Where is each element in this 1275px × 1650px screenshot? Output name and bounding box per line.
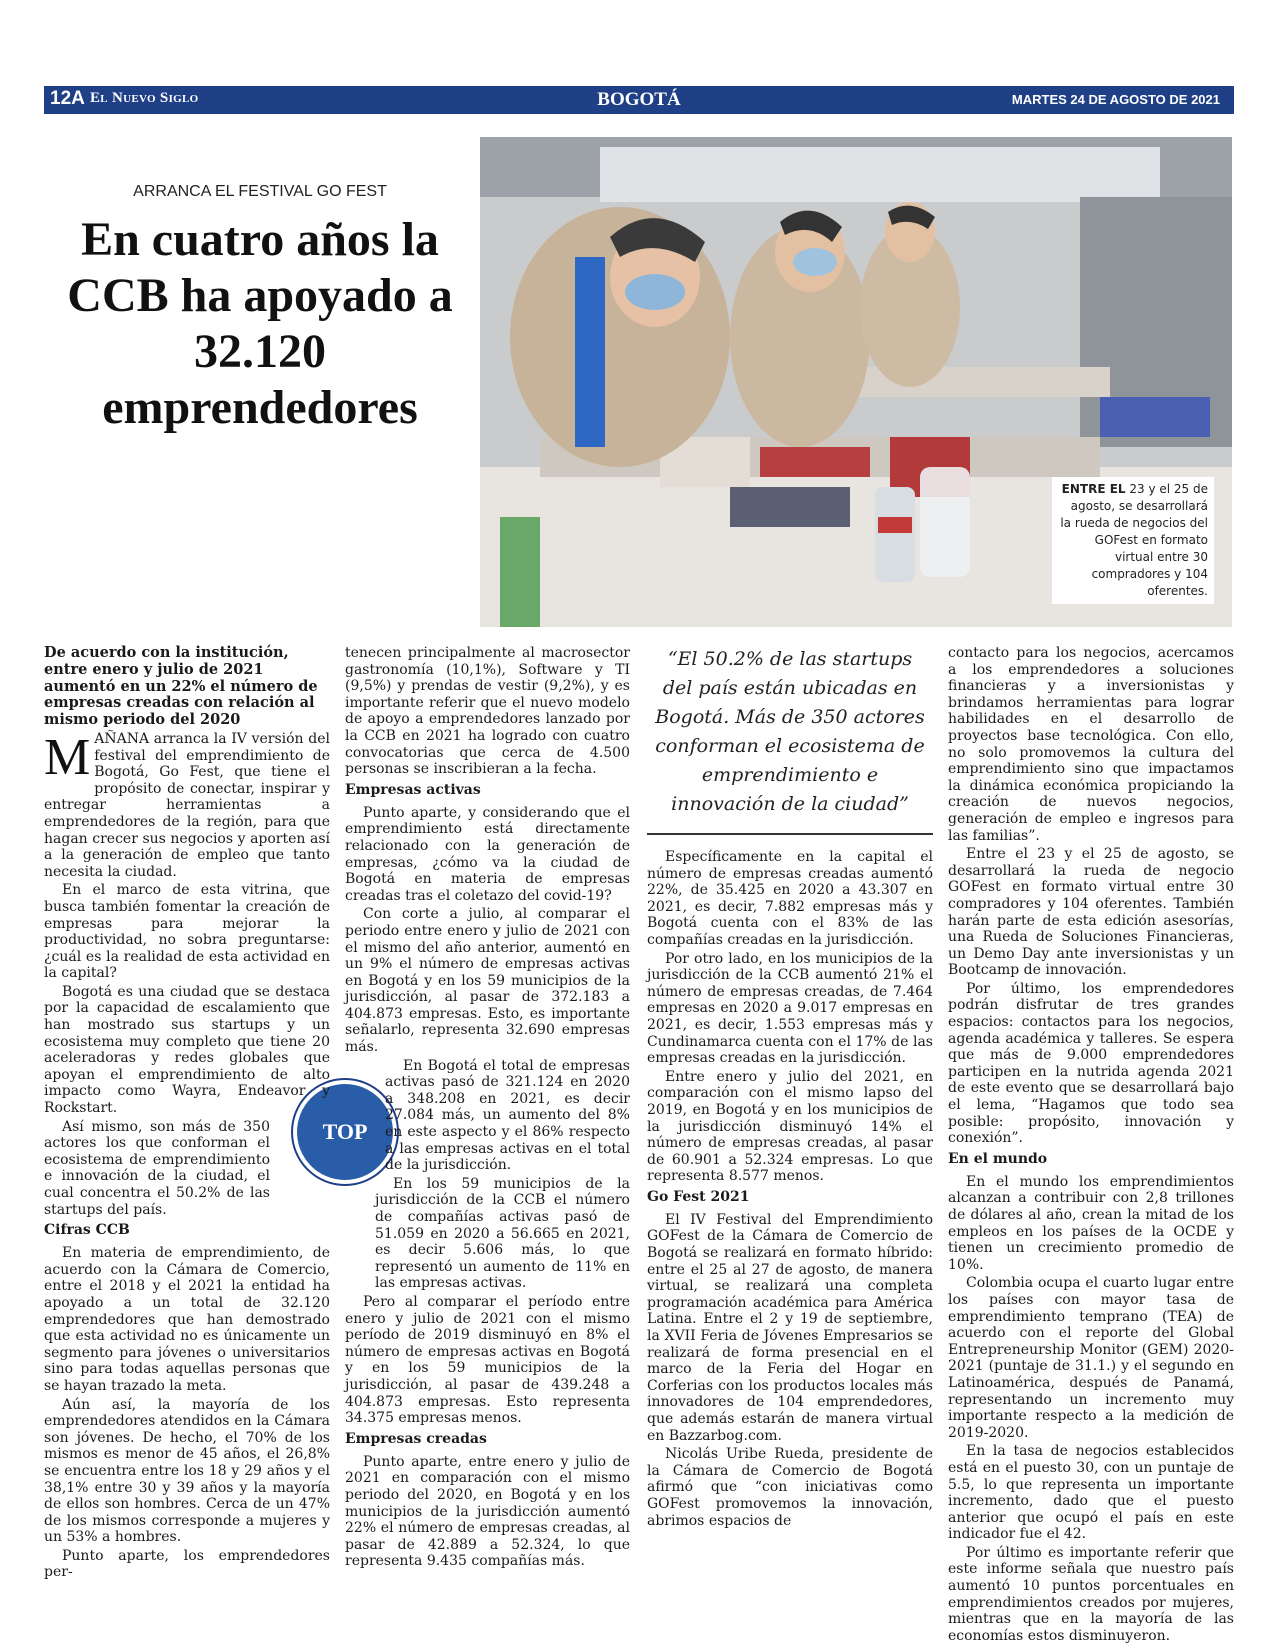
- article-lede: De acuerdo con la institución, entre enero y julio de 2021 aumentó en un 22% el número de empresas creadas con relación al mismo periodo del 2020: [44, 644, 318, 729]
- body-paragraph: Pero al comparar el período entre enero y julio de 2021 con el mismo período de 2019 disminuyó en 8% el número de empresas activas en Bogotá y en los 59 municipios de la jurisdicción, al pasar de 439.248 a 404.873 empresas. Esto representa 34.375 empresas menos.: [345, 1293, 630, 1427]
- photo-caption-lead: ENTRE EL: [1061, 482, 1126, 496]
- article-headline: En cuatro años la CCB ha apoyado a 32.120 emprendedores: [67, 213, 453, 434]
- pull-quote: “El 50.2% de las startups del país están ubicadas en Bogotá. Más de 350 actores conforman el ecosistema de emprendimiento e innovación de la ciudad”: [655, 648, 925, 815]
- body-paragraph: Punto aparte, entre enero y julio de 2021 en comparación con el mismo periodo del 2020, en Bogotá y en los municipios de la jurisdicción aumentó 22% el número de empresas creadas, al pasar de 42.889 a 52.324, lo que representa 9.435 compañías más.: [345, 1453, 630, 1570]
- subheading: Cifras CCB: [44, 1222, 130, 1239]
- section-title: BOGOTÁ: [597, 89, 681, 110]
- page-header-banner: [44, 86, 1234, 114]
- body-paragraph: Entre enero y julio del 2021, en comparación con el mismo lapso del 2019, en Bogotá y en los municipios de la jurisdicción disminuyó 14% el número de empresas creadas, al pasar de 60.901 a 52.324 empresas. Lo que representa 8.577 menos.: [647, 1068, 933, 1185]
- body-paragraph: Bogotá es una ciudad que se destaca por la capacidad de escalamiento que han mostrado sus startups y un ecosistema muy completo que tiene 20 aceleradoras y redes globales que apoyan el emprendimiento de alto impacto como Wayra, Endeavor y Rockstart.: [44, 983, 330, 1117]
- body-paragraph: Así mismo, son más de 350 actores los que conforman el ecosistema de emprendimiento e innovación de la ciudad, el cual concentra el 50.2% de las startups del país.: [44, 1118, 270, 1218]
- body-paragraph: En el mundo los emprendimientos alcanzan a contribuir con 2,8 trillones de dólares al año, crean la mitad de los empleos en los países de la OCDE y tienen un crecimiento promedio de 10%.: [948, 1173, 1234, 1273]
- subheading: En el mundo: [948, 1150, 1048, 1167]
- body-paragraph: Por otro lado, en los municipios de la jurisdicción de la CCB aumentó 21% el número de empresas creadas, de 7.464 empresas en 2020 a 9.017 empresas en 2021, es decir, 1.553 empresas más y Cundinamarca cuenta con el 17% de las empresas creadas en la jurisdicción.: [647, 950, 933, 1067]
- body-paragraph: En la tasa de negocios establecidos está en el puesto 30, con un puntaje de 5.5, lo que representa un importante incremento, dado que el puesto anterior que ocupó el país en este indicador fue el 42.: [948, 1443, 1234, 1543]
- article-photo: [480, 137, 1232, 627]
- pull-quote-rule: [647, 833, 933, 835]
- body-paragraph: contacto para los negocios, acercamos a los emprendedores a soluciones financieras y a inversionistas y brindamos herramientas para lograr habilidades en el desarrollo de proyectos base tecnológica. Con ello, no solo promovemos la cultura del emprendimiento sino que impactamos la dinámica económica propiciando la creación de nuevos negocios, generación de empleo e ingresos para las familias”.: [948, 645, 1234, 844]
- article-column-4: [948, 645, 1234, 1646]
- body-paragraph: Entre el 23 y el 25 de agosto, se desarrollará la rueda de negocio GOFest en formato virtual entre 30 compradores y 104 oferentes. También harán parte de esta edición asesorías, una Rueda de Soluciones Financieras, un Demo Day ante inversionistas y un Bootcamp de innovación.: [948, 846, 1234, 979]
- body-paragraph: Específicamente en la capital el número de empresas creadas aumentó 22%, de 35.425 en 2020 a 43.307 en 2021, es decir, 7.882 empresas más y Bogotá cuenta con el 83% de las compañías creadas en la jurisdicción.: [647, 849, 933, 948]
- drop-cap: M: [44, 728, 91, 786]
- body-paragraph: El IV Festival del Emprendimiento GOFest de la Cámara de Comercio de Bogotá se realizará en formato híbrido: entre el 25 al 27 de agosto, de manera virtual, se realizará una completa programación académica para América Latina. Entre el 2 y 19 de septiembre, la XVII Feria de Jóvenes Empresarios se realizará de forma presencial en el marco de la Feria del Hogar en Corferias con los productos locales más innovadores de 104 emprendedores, que además estarán de manera virtual en Bazzarbog.com.: [647, 1211, 933, 1444]
- body-paragraph: tenecen principalmente al macrosector gastronomía (10,1%), Software y TI (9,5%) y prendas de vestir (9,2%), y es importante referir que el nuevo modelo de apoyo a emprendedores lanzado por la CCB en 2021 ha logrado con cuatro convocatorias que cerca de 4.500 personas se inscribieran a la fecha.: [345, 645, 630, 778]
- article-column-1: [44, 645, 330, 1583]
- subheading: Empresas creadas: [345, 1430, 487, 1447]
- photo-caption: [1052, 477, 1214, 604]
- top-badge: TOP: [293, 1080, 397, 1184]
- subheading: Empresas activas: [345, 781, 481, 798]
- body-paragraph: Punto aparte, los emprendedores per-: [44, 1547, 330, 1581]
- issue-date: MARTES 24 DE AGOSTO DE 2021: [1011, 92, 1220, 107]
- body-paragraph: En Bogotá el total de empresas activas pasó de 321.124 en 2020 a 348.208 en 2021, es decir 27.084 más, un aumento del 8% en este aspecto y el 86% respecto a las empresas activas en el total de la jurisdicción.: [385, 1057, 630, 1174]
- body-paragraph: Nicolás Uribe Rueda, presidente de la Cámara de Comercio de Bogotá afirmó que “con iniciativas como GOFest promovemos la innovación, abrimos espacios de: [647, 1446, 933, 1529]
- article-kicker: ARRANCA EL FESTIVAL GO FEST: [133, 183, 387, 200]
- subheading: Go Fest 2021: [647, 1188, 750, 1205]
- body-paragraph: En los 59 municipios de la jurisdicción de la CCB el número de compañías activas pasó de 51.059 en 2020 a 56.665 en 2021, es decir 5.606 más, lo que representó un aumento de 11% en las empresas activas.: [375, 1175, 630, 1292]
- photo-caption-text: 23 y el 25 de agosto, se desarrollará la rueda de negocios del GOFest en formato virtual entre 30 compradores y 104 oferentes.: [1060, 482, 1208, 598]
- article-column-3: [647, 645, 933, 1531]
- article-column-2: [345, 645, 630, 1572]
- body-paragraph: En materia de emprendimiento, de acuerdo con la Cámara de Comercio, entre el 2018 y el 2021 la entidad ha apoyado a un total de 32.120 emprendedores que han demostrado que esta actividad no es únicamente un segmento para jóvenes o universitarios sino para todas aquellas personas que se hayan trazado la meta.: [44, 1245, 330, 1394]
- body-paragraph: Con corte a julio, al comparar el periodo entre enero y julio de 2021 con el mismo del año anterior, aumentó en un 9% el número de empresas activas en Bogotá y en los 59 municipios de la jurisdicción, al pasar de 372.183 a 404.873 empresas. Esto, es importante señalarlo, representa 32.690 empresas más.: [345, 906, 630, 1056]
- body-paragraph: Aún así, la mayoría de los emprendedores atendidos en la Cámara son jóvenes. De hecho, el 70% de los mismos es menor de 45 años, el 26,8% se encuentra entre los 18 y 29 años y el 38,1% entre 30 y 39 años y la mayoría de ellos son hombres. Cerca de un 47% de los mismos corresponde a mujeres y un 53% a hombres.: [44, 1396, 330, 1546]
- body-paragraph: Por último, los emprendedores podrán disfrutar de tres grandes espacios: contactos para los negocios, agenda académica y talleres. Se espera que más de 9.000 emprendedores participen en la nutrida agenda 2021 de este evento que se desarrollará bajo el lema, “Hagamos que todo sea posible: propósito, innovación y conexión”.: [948, 980, 1234, 1147]
- body-paragraph: Colombia ocupa el cuarto lugar entre los países con mayor tasa de emprendimiento temprano (TEA) de acuerdo con el reporte del Global Entrepreneurship Monitor (GEM) 2020-2021 (puntaje de 31.1.) y el segundo en Latinoamérica, después de Panamá, representando un incremento muy importante respecto a la medición de 2019-2020.: [948, 1275, 1234, 1441]
- newspaper-name: El Nuevo Siglo: [90, 90, 199, 106]
- body-paragraph: Por último es importante referir que este informe señala que nuestro país aumentó 10 puntos porcentuales en emprendimientos creados por mujeres, mientras que en la mayoría de las economías estos disminuyeron.: [948, 1544, 1234, 1644]
- page-number: 12A: [50, 88, 85, 109]
- body-text: AÑANA arranca la IV versión del festival del emprendimiento de Bogotá, Go Fest, que tiene el propósito de conectar, inspirar y entregar herramientas a emprendedores de la región, para que hagan crecer sus negocios y aporten así a la generación de empleo que tanto necesita la ciudad.: [44, 730, 330, 880]
- body-paragraph: En el marco de esta vitrina, que busca también fomentar la creación de empresas para mejorar la productividad, no sobra preguntarse: ¿cuál es la realidad de esta actividad en la capital?: [44, 882, 330, 982]
- body-paragraph: [44, 728, 330, 880]
- body-paragraph: Punto aparte, y considerando que el emprendimiento está directamente relacionado con la generación de empresas, ¿cómo va la ciudad de Bogotá en materia de empresas creadas tras el coletazo del covid-19?: [345, 804, 630, 904]
